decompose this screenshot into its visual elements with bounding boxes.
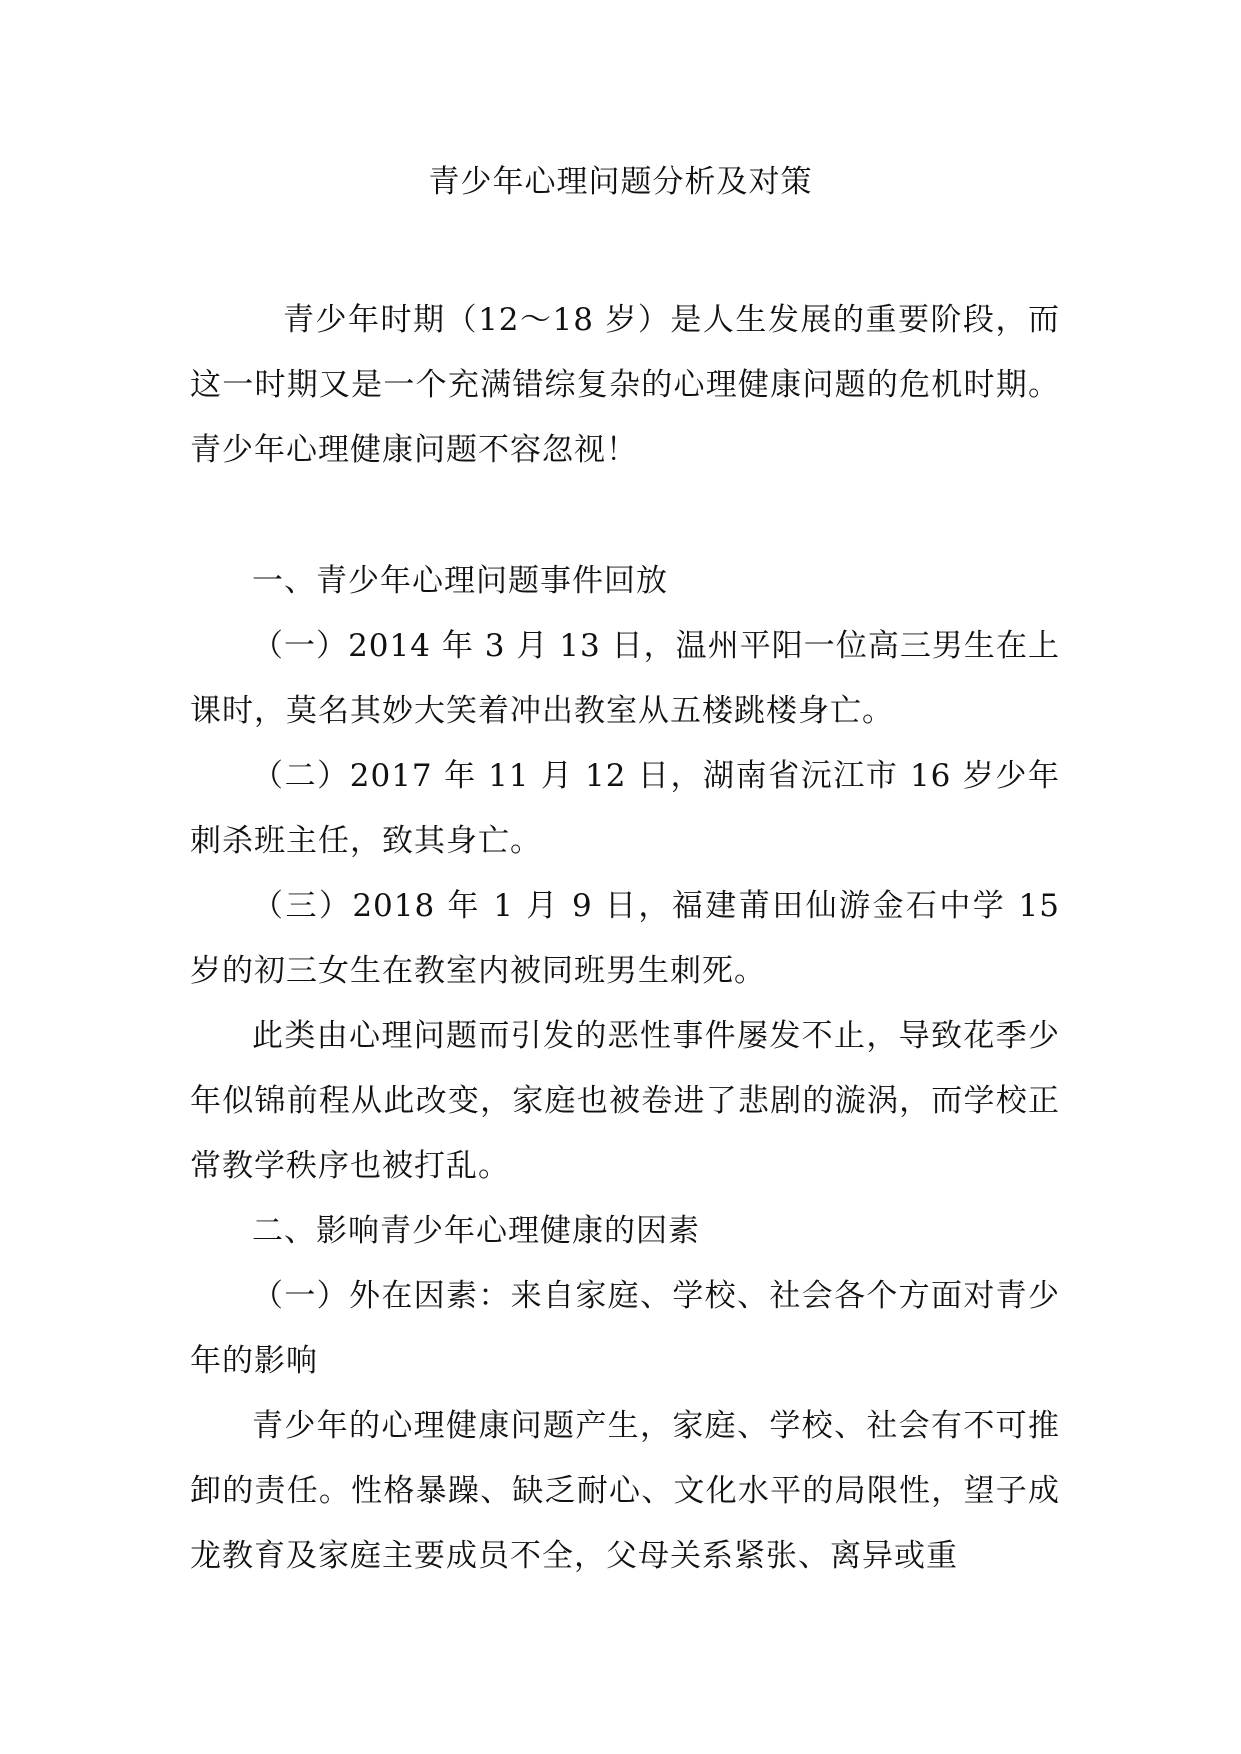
section-heading-2: 二、影响青少年心理健康的因素 [252,1213,700,1249]
subsection-heading-1: （一）外在因素：来自家庭、学校、社会各个方面对青少年的影响 [190,1278,1060,1379]
document-body [190,288,1060,1589]
event-item-2: （二）2017 年 11 月 12 日，湖南省沅江市 16 岁少年刺杀班主任，致其身亡。 [190,758,1060,859]
intro-paragraph: 青少年时期（12～18 岁）是人生发展的重要阶段，而这一时期又是一个充满错综复杂的心理健康问题的危机时期。青少年心理健康问题不容忽视！ [190,302,1060,468]
paragraph-gap [190,483,1060,549]
event-item-1: （一）2014 年 3 月 13 日，温州平阳一位高三男生在上课时，莫名其妙大笑着冲出教室从五楼跳楼身亡。 [190,628,1060,729]
summary-paragraph: 此类由心理问题而引发的恶性事件屡发不止，导致花季少年似锦前程从此改变，家庭也被卷进了悲剧的漩涡，而学校正常教学秩序也被打乱。 [190,1018,1060,1184]
document-title: 青少年心理问题分析及对策 [428,164,813,200]
section-heading-1: 一、青少年心理问题事件回放 [252,563,668,599]
body-paragraph: 青少年的心理健康问题产生，家庭、学校、社会有不可推卸的责任。性格暴躁、缺乏耐心、文化水平的局限性，望子成龙教育及家庭主要成员不全，父母关系紧张、离异或重 [190,1408,1060,1574]
event-item-3: （三）2018 年 1 月 9 日，福建莆田仙游金石中学 15 岁的初三女生在教室内被同班男生刺死。 [190,888,1060,989]
